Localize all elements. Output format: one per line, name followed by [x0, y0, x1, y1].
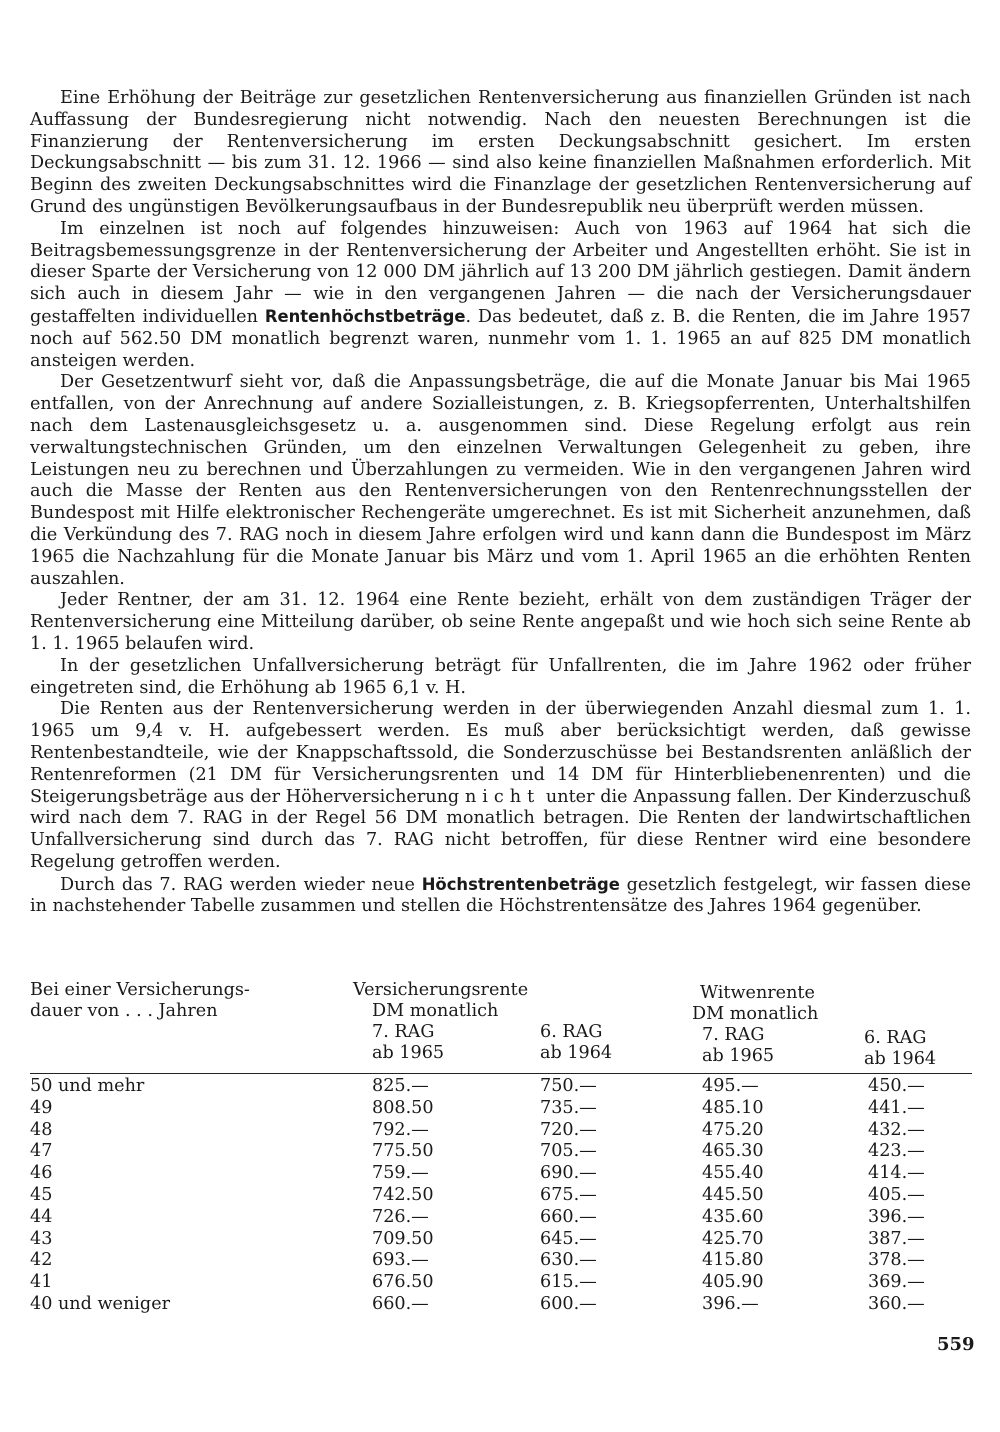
witwe-6rag-cell: 360.—: [868, 1293, 925, 1314]
witwe-7rag-cell: 396.—: [702, 1293, 759, 1314]
text-run: Durch das 7. RAG werden wieder neue: [60, 874, 422, 895]
rente-7rag-cell: 825.—: [372, 1076, 429, 1096]
paragraph: [30, 874, 971, 919]
bold-term: Rentenhöchstbeträge: [264, 306, 466, 326]
table-row: [30, 1294, 970, 1316]
rente-6rag-cell: 705.—: [540, 1141, 597, 1162]
text-run: Der Gesetzentwurf sieht vor, daß die Anpassungsbeträge, die auf die Monate Januar bis Mai 1965 entfallen, von der Anrechnung auf andere Sozialleistungen, z. B. Kriegsopferrenten, Unterhaltshilfen nach dem Lastenausgleichsgesetz u. a. ausgenommen sind. Diese Regelung erfolgt aus rein verwaltungstechnischen Gründen, um den einzelnen Verwaltungen Gelegenheit zu geben, ihre Leistungen neu zu berechnen und Überzahlungen zu vermeiden. Wie in den vergangenen Jahren wird auch die Masse der Renten aus den Rentenversicherungen von den Rentenrechnungsstellen der Bundespost mit Hilfe elektronischer Rechengeräte umgerechnet. Es ist mit Sicherheit anzunehmen, daß die Verkündung des 7. RAG noch in diesem Jahre erfolgen wird und kann dann die Bundespost im März 1965 die Nachzahlung für die Monate Januar bis März und vom 1. April 1965 an die erhöhten Renten auszahlen.: [30, 372, 971, 589]
table-row: [30, 1076, 970, 1098]
rente-6rag-cell: 735.—: [540, 1097, 597, 1118]
witwe-6rag-cell: 378.—: [868, 1250, 925, 1271]
duration-cell: 46: [30, 1163, 53, 1184]
paragraph: [30, 88, 971, 219]
table-row: [30, 1120, 970, 1142]
header-versicherungsrente: Versicherungsrente: [353, 980, 529, 1000]
table-row: [30, 1185, 970, 1207]
witwe-7rag-cell: 475.20: [702, 1119, 764, 1140]
duration-cell: 47: [30, 1141, 53, 1162]
header-col-witwe-6rag: 6. RAG: [864, 1028, 927, 1048]
table-header-rule: [30, 1073, 972, 1074]
witwe-7rag-cell: 435.60: [702, 1206, 764, 1227]
table-row: [30, 1163, 970, 1185]
header-col-rente-7rag: 7. RAG: [372, 1022, 435, 1042]
header-duration-line2: dauer von . . . Jahren: [30, 1001, 218, 1021]
rente-6rag-cell: 600.—: [540, 1293, 597, 1314]
paragraph: [30, 372, 971, 590]
witwe-7rag-cell: 445.50: [702, 1184, 764, 1205]
witwe-7rag-cell: 415.80: [702, 1250, 764, 1271]
rente-6rag-cell: 645.—: [540, 1228, 597, 1249]
witwe-7rag-cell: 465.30: [702, 1141, 764, 1162]
rente-7rag-cell: 726.—: [372, 1206, 429, 1227]
text-run: Die Renten aus der Rentenversicherung werden in der überwiegenden Anzahl diesmal zum 1. 1. 1965 um 9,4 v. H. aufgebessert werden. Es muß aber berücksichtigt werden, daß gewisse Rentenbestandteile, wie der Knappschaftssold, die Sonderzuschüsse bei Bestandsrenten anläßlich der Rentenreformen (21 DM für Versicherungsrenten und 14 DM für Hinterbliebenenrenten) und die Steigerungsbeträge aus der Höherversicherung: [30, 699, 971, 807]
header-col-witwe-7rag: 7. RAG: [702, 1025, 765, 1045]
duration-cell: 43: [30, 1228, 53, 1249]
rente-6rag-cell: 630.—: [540, 1250, 597, 1271]
rente-7rag-cell: 660.—: [372, 1293, 429, 1314]
paragraph: [30, 590, 971, 655]
witwe-6rag-cell: 405.—: [868, 1184, 925, 1205]
text-run: Im einzelnen ist noch auf folgendes hinzuweisen: Auch von 1963 auf 1964 hat sich die Beitragsbemessungsgrenze in der Rentenversicherung der Arbeiter und Angestellten erhöht. Sie ist in dieser Sparte der Versicherung von 12 000 DM jährlich auf 13 200 DM jährlich gestiegen. Damit ändern sich auch in diesem Jahr — wie in den vergangenen Jahren — die nach der Versicherungsdauer gestaffelten individuellen: [30, 218, 971, 327]
witwe-7rag-cell: 405.90: [702, 1272, 764, 1293]
rente-7rag-cell: 808.50: [372, 1097, 434, 1118]
witwe-6rag-cell: 396.—: [868, 1206, 925, 1227]
text-run: . Das bedeutet, daß z. B. die Renten, die im Jahre 1957 noch auf 562.50 DM monatlich begrenzt waren, nunmehr vom 1. 1. 1965 an auf 825 DM monatlich ansteigen werden.: [30, 306, 971, 371]
header-col-rente-7rag-year: ab 1965: [372, 1043, 445, 1063]
duration-cell: 50 und mehr: [30, 1076, 145, 1096]
witwe-6rag-cell: 450.—: [868, 1076, 925, 1096]
duration-cell: 42: [30, 1250, 53, 1271]
text-run: unter die Anpassung fallen. Der Kinderzuschuß wird nach dem 7. RAG in der Regel 56 DM monatlich betragen. Die Renten der landwirtschaftlichen Unfallversicherung sind durch das 7. RAG nicht betroffen, für diese Rentner wird eine besondere Regelung getroffen werden.: [30, 786, 971, 872]
rente-7rag-cell: 759.—: [372, 1163, 429, 1184]
text-run: In der gesetzlichen Unfallversicherung beträgt für Unfallrenten, die im Jahre 1962 oder früher eingetreten sind, die Erhöhung ab 1965 6,1 v. H.: [30, 655, 971, 698]
rente-6rag-cell: 720.—: [540, 1119, 597, 1140]
paragraph: [30, 656, 971, 700]
rente-7rag-cell: 775.50: [372, 1141, 434, 1162]
witwe-6rag-cell: 432.—: [868, 1119, 925, 1140]
rente-7rag-cell: 693.—: [372, 1250, 429, 1271]
rente-6rag-cell: 675.—: [540, 1184, 597, 1205]
table-row: [30, 1098, 970, 1120]
text-run: Eine Erhöhung der Beiträge zur gesetzlichen Rentenversicherung aus finanziellen Gründen ist nach Auffassung der Bundesregierung nicht notwendig. Nach den neuesten Berechnungen ist die Finanzierung der Rentenversicherung im ersten Deckungsabschnitt gesichert. Im ersten Deckungsabschnitt — bis zum 31. 12. 1966 — sind also keine finanziellen Maßnahmen erforderlich. Mit Beginn des zweiten Deckungsabschnittes wird die Finanzlage der gesetzlichen Rentenversicherung auf Grund des ungünstigen Bevölkerungsaufbaus in der Bundesrepublik neu überprüft werden müssen.: [30, 88, 971, 217]
duration-cell: 49: [30, 1097, 53, 1118]
table-row: [30, 1141, 970, 1163]
duration-cell: 45: [30, 1184, 53, 1205]
rente-7rag-cell: 792.—: [372, 1119, 429, 1140]
header-witwenrente: Witwenrente: [700, 983, 815, 1003]
spaced-emphasis: nicht: [464, 786, 541, 807]
header-col-rente-6rag-year: ab 1964: [540, 1043, 613, 1063]
rente-6rag-cell: 690.—: [540, 1163, 597, 1184]
witwe-7rag-cell: 425.70: [702, 1228, 764, 1249]
witwe-7rag-cell: 485.10: [702, 1097, 764, 1118]
table-row: [30, 1207, 970, 1229]
paragraph: [30, 219, 971, 373]
header-witwenrente-unit: DM monatlich: [692, 1004, 819, 1024]
witwe-6rag-cell: 423.—: [868, 1141, 925, 1162]
bold-term: Höchstrentenbeträge: [421, 874, 620, 894]
rente-7rag-cell: 676.50: [372, 1272, 434, 1293]
text-run: gesetzlich festgelegt, wir fassen diese in nachstehender Tabelle zusammen und stellen die Höchstrentensätze des Jahres 1964 gegenüber.: [30, 874, 971, 917]
witwe-7rag-cell: 455.40: [702, 1163, 764, 1184]
header-versicherungsrente-unit: DM monatlich: [372, 1001, 499, 1021]
witwe-6rag-cell: 414.—: [868, 1163, 925, 1184]
witwe-6rag-cell: 387.—: [868, 1228, 925, 1249]
rente-6rag-cell: 750.—: [540, 1076, 597, 1096]
text-run: Jeder Rentner, der am 31. 12. 1964 eine Rente bezieht, erhält von dem zuständigen Träger der Rentenversicherung eine Mitteilung darüber, ob seine Rente angepaßt und wie hoch sich seine Rente ab 1. 1. 1965 belaufen wird.: [30, 590, 971, 654]
table-header: [30, 980, 970, 1072]
duration-cell: 44: [30, 1206, 53, 1227]
witwe-7rag-cell: 495.—: [702, 1076, 759, 1096]
duration-cell: 41: [30, 1272, 53, 1293]
header-duration-line1: Bei einer Versicherungs-: [30, 980, 250, 1000]
table-row: [30, 1250, 970, 1272]
rente-7rag-cell: 742.50: [372, 1184, 434, 1205]
header-col-rente-6rag: 6. RAG: [540, 1022, 603, 1042]
duration-cell: 48: [30, 1119, 53, 1140]
rente-6rag-cell: 660.—: [540, 1206, 597, 1227]
header-col-witwe-6rag-year: ab 1964: [864, 1049, 937, 1069]
table-row: [30, 1272, 970, 1294]
duration-cell: 40 und weniger: [30, 1293, 171, 1314]
table-row: [30, 1229, 970, 1251]
table-body: [30, 1076, 970, 1316]
paragraph: [30, 699, 971, 873]
rente-7rag-cell: 709.50: [372, 1228, 434, 1249]
witwe-6rag-cell: 369.—: [868, 1272, 925, 1293]
witwe-6rag-cell: 441.—: [868, 1097, 925, 1118]
body-text: [30, 88, 971, 918]
header-col-witwe-7rag-year: ab 1965: [702, 1046, 775, 1066]
rente-6rag-cell: 615.—: [540, 1272, 597, 1293]
page-number: 559: [937, 1334, 975, 1355]
